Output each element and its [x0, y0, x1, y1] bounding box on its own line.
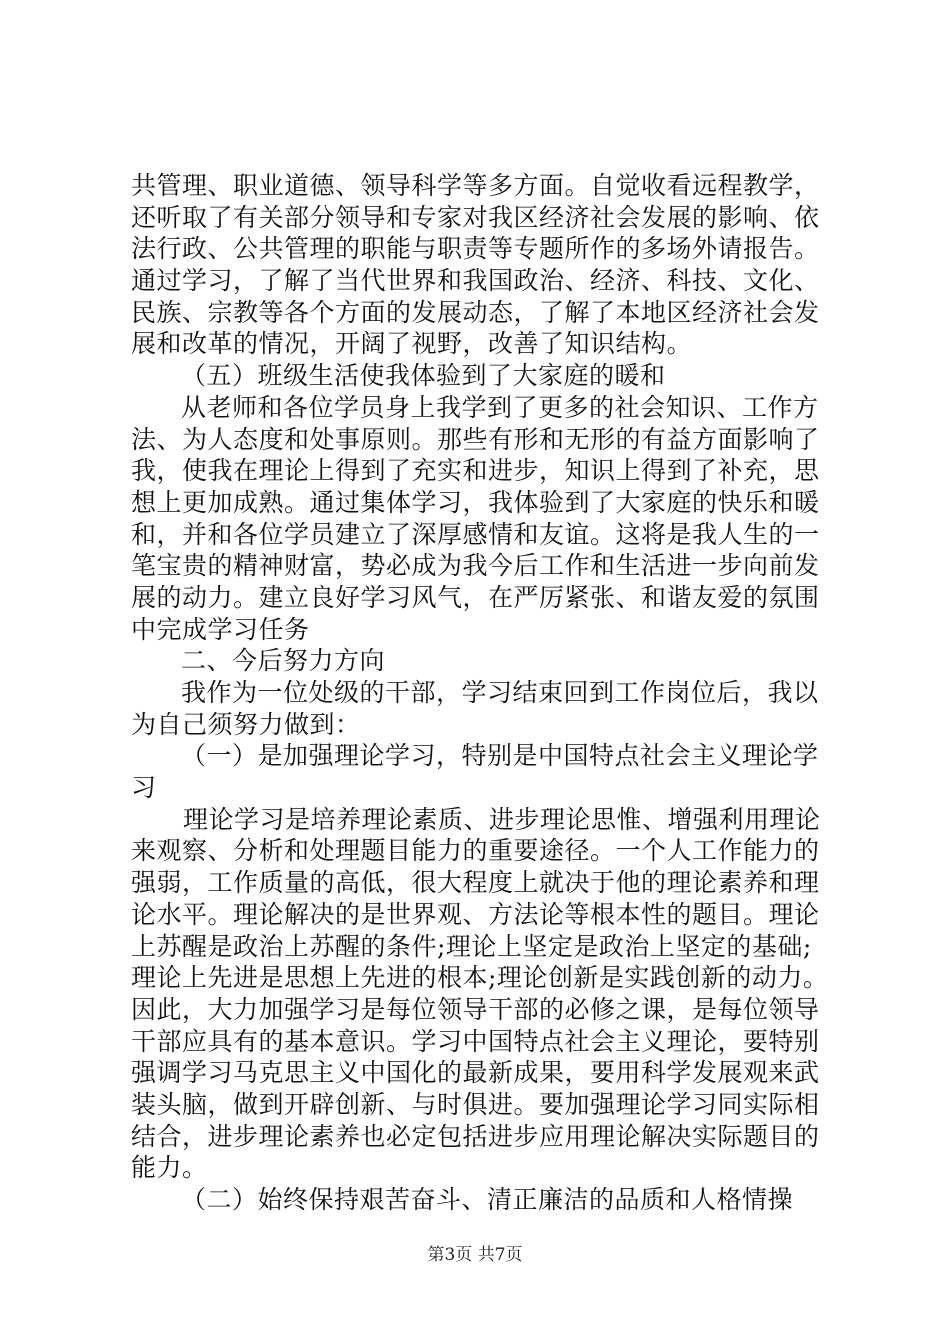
text-line: 还听取了有关部分领导和专家对我区经济社会发展的影响、依 — [131, 202, 820, 232]
text-line: 二、今后努力方向 — [181, 646, 386, 676]
text-line: 来观察、分析和处理题目能力的重要途径。一个人工作能力的 — [131, 836, 820, 866]
text-line: 装头脑，做到开辟创新、与时俱进。要加强理论学习同实际相 — [131, 1089, 820, 1119]
text-line: 通过学习，了解了当代世界和我国政治、经济、科技、文化、 — [131, 266, 820, 296]
page-footer: 第3页 共7页 — [427, 1245, 523, 1265]
text-line: 上苏醒是政治上苏醒的条件;理论上坚定是政治上坚定的基础; — [131, 931, 812, 961]
text-line: 中完成学习任务 — [131, 614, 310, 644]
text-line: 想上更加成熟。通过集体学习，我体验到了大家庭的快乐和暖 — [131, 487, 820, 517]
text-line: （五）班级生活使我体验到了大家庭的暖和 — [181, 361, 666, 391]
text-line: 结合，进步理论素养也必定包括进步应用理论解决实际题目的 — [131, 1121, 820, 1151]
text-line: 干部应具有的基本意识。学习中国特点社会主义理论，要特别 — [131, 1026, 820, 1056]
text-line: 展和改革的情况，开阔了视野，改善了知识结构。 — [131, 329, 693, 359]
text-line: （二）始终保持艰苦奋斗、清正廉洁的品质和人格情操 — [181, 1185, 794, 1214]
text-line: 和，并和各位学员建立了深厚感情和友谊。这将是我人生的一 — [131, 519, 820, 549]
text-line: 我作为一位处级的干部，学习结束回到工作岗位后，我以 — [181, 678, 819, 707]
text-line: 因此，大力加强学习是每位领导干部的必修之课，是每位领导 — [131, 994, 820, 1024]
text-line: 我，使我在理论上得到了充实和进步，知识上得到了补充，思 — [131, 456, 820, 486]
text-line: 理论学习是培养理论素质、进步理论思惟、增强利用理论 — [183, 804, 821, 834]
text-line: 为自己须努力做到： — [131, 709, 361, 739]
text-line: 共管理、职业道德、领导科学等多方面。自觉收看远程教学， — [131, 171, 820, 200]
text-line: 习 — [131, 773, 157, 803]
text-line: 法、为人态度和处事原则。那些有形和无形的有益方面影响了 — [131, 424, 820, 454]
text-line: 法行政、公共管理的职能与职责等专题所作的多场外请报告。 — [131, 234, 820, 264]
text-line: 展的动力。建立良好学习风气，在严厉紧张、和谐友爱的氛围 — [131, 582, 820, 612]
text-line: 理论上先进是思想上先进的根本;理论创新是实践创新的动力。 — [131, 963, 829, 993]
text-line: （一）是加强理论学习，特别是中国特点社会主义理论学 — [181, 741, 819, 771]
text-line: 民族、宗教等各个方面的发展动态，了解了本地区经济社会发 — [131, 297, 820, 327]
text-line: 强弱，工作质量的高低，很大程度上就决于他的理论素养和理 — [131, 868, 820, 898]
text-line: 笔宝贵的精神财富，势必成为我今后工作和生活进一步向前发 — [131, 551, 820, 581]
text-line: 强调学习马克思主义中国化的最新成果，要用科学发展观来武 — [131, 1058, 820, 1088]
text-line: 论水平。理论解决的是世界观、方法论等根本性的题目。理论 — [131, 899, 820, 929]
text-line: 能力。 — [131, 1153, 208, 1183]
body-text — [131, 170, 841, 1216]
text-line: 从老师和各位学员身上我学到了更多的社会知识、工作方 — [181, 392, 819, 422]
